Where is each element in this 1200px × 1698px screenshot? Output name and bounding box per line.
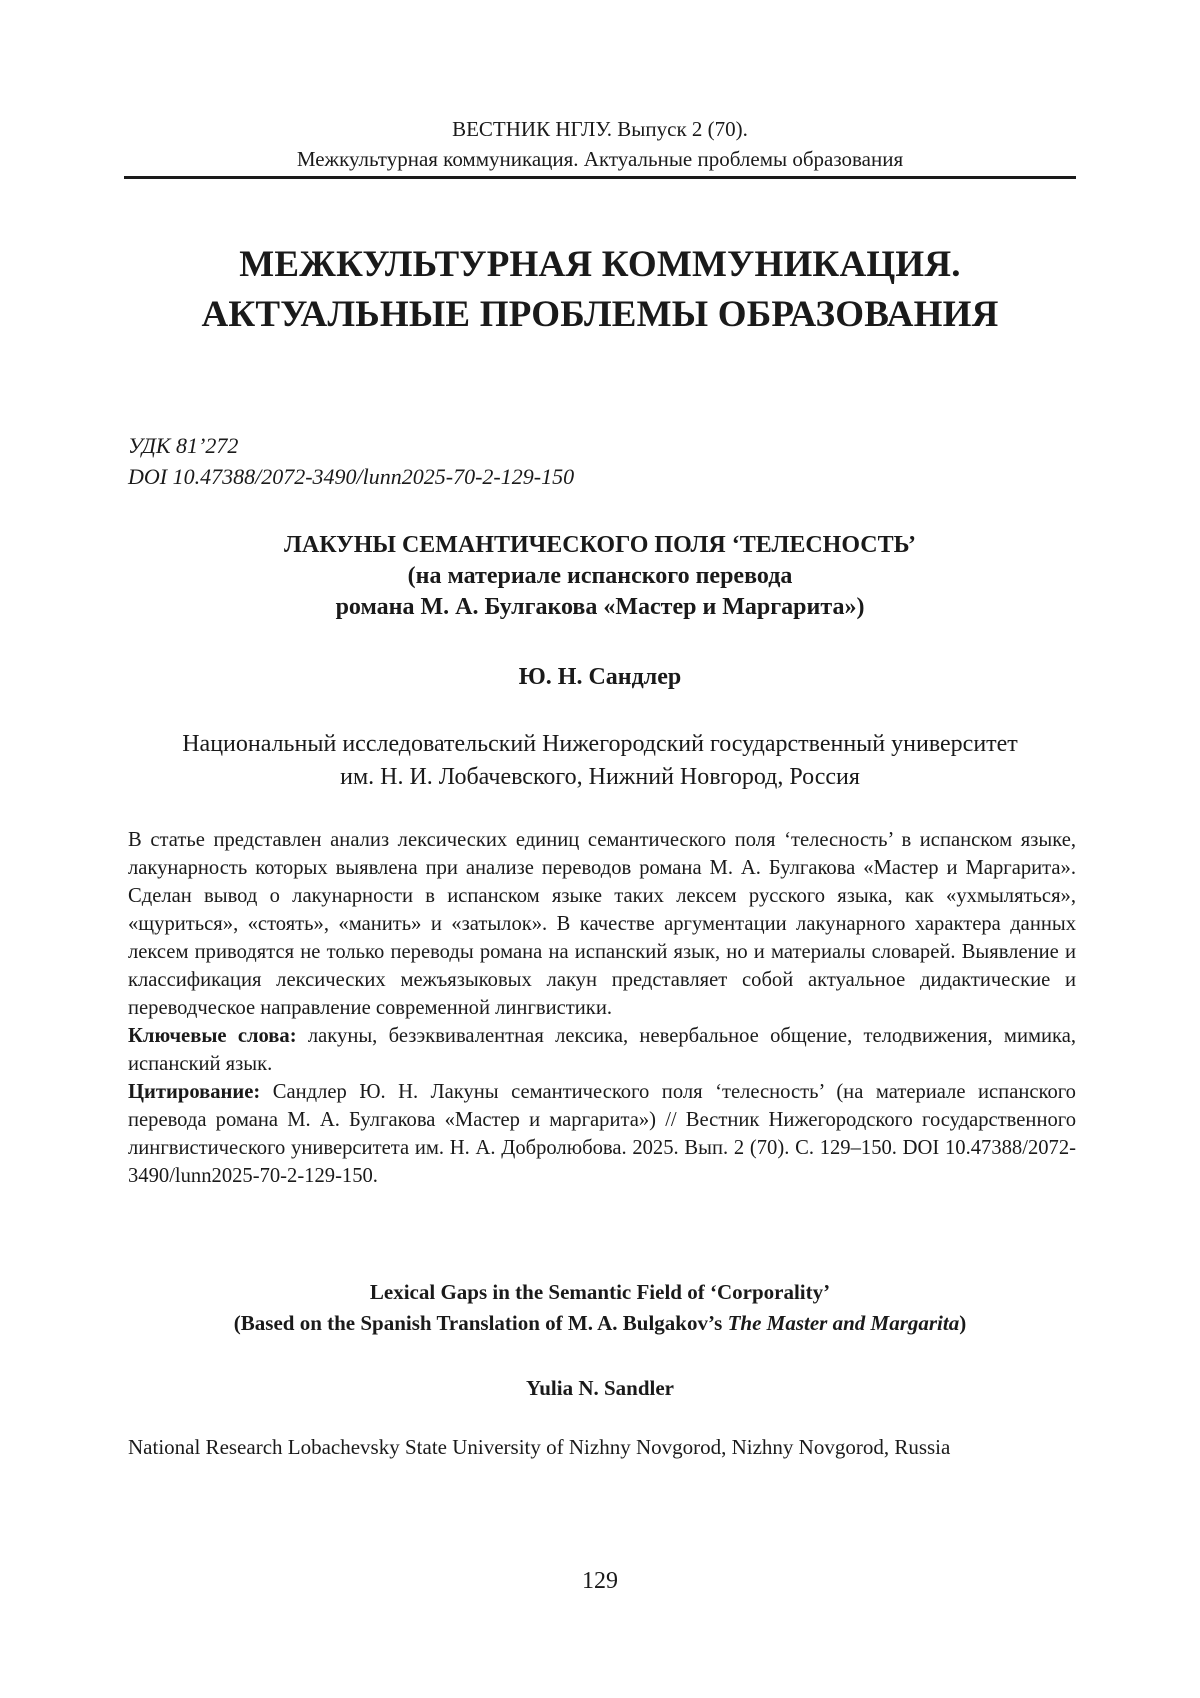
english-title-line-1: Lexical Gaps in the Semantic Field of ‘Corporality’ bbox=[369, 1280, 831, 1304]
header-rule bbox=[124, 176, 1076, 179]
english-title bbox=[124, 1277, 1076, 1339]
novel-title: The Master and Margarita bbox=[727, 1311, 960, 1335]
running-head-journal: ВЕСТНИК НГЛУ. Выпуск 2 (70). bbox=[452, 117, 748, 141]
article-title bbox=[124, 530, 1076, 623]
english-title-line-2-post: ) bbox=[959, 1311, 967, 1335]
running-head-section: Межкультурная коммуникация. Актуальные проблемы образования bbox=[296, 147, 904, 171]
section-title-line-1: МЕЖКУЛЬТУРНАЯ КОММУНИКАЦИЯ. bbox=[239, 244, 961, 285]
journal-page bbox=[124, 0, 1076, 1698]
english-author-name: Yulia N. Sandler bbox=[525, 1376, 674, 1400]
article-title-line-1: ЛАКУНЫ СЕМАНТИЧЕСКОГО ПОЛЯ ‘ТЕЛЕСНОСТЬ’ bbox=[283, 532, 916, 558]
doi: DOI 10.47388/2072-3490/lunn2025-70-2-129-150 bbox=[128, 464, 575, 489]
citation bbox=[128, 1078, 1076, 1190]
author-name: Ю. Н. Сандлер bbox=[518, 664, 682, 690]
affiliation-line-2: им. Н. И. Лобачевского, Нижний Новгород, Россия bbox=[340, 764, 860, 790]
keywords-label: Ключевые слова: bbox=[128, 1025, 297, 1047]
article-title-line-3: романа М. А. Булгакова «Мастер и Маргарита») bbox=[335, 594, 865, 620]
english-title-line-2-pre: (Based on the Spanish Translation of M. A. Bulgakov’s bbox=[233, 1311, 728, 1335]
page-number: 129 bbox=[582, 1568, 618, 1594]
section-title bbox=[124, 240, 1076, 340]
running-head bbox=[124, 114, 1076, 174]
article-title-line-2: (на материале испанского перевода bbox=[407, 563, 793, 589]
english-affiliation: National Research Lobachevsky State University of Nizhny Novgorod, Nizhny Novgorod, Russia bbox=[128, 1435, 951, 1459]
keywords bbox=[128, 1022, 1076, 1078]
abstract-text: В статье представлен анализ лексических единиц семантического поля ‘телесность’ в испанском языке, лакунарность которых выявлена при анализе переводов романа М. А. Булгакова «Мастер и Маргарита». Сделан вывод о лакунарности в испанском языке таких лексем русского языка, как «ухмыляться», «щуриться», «стоять», «манить» и «затылок». В качестве аргументации лакунарного характера данных лексем приводятся не только переводы романа на испанский язык, но и материалы словарей. Выявление и классификация лексических межъязыковых лакун представляет собой актуальное дидактические и переводческое направление современной лингвистики. bbox=[128, 829, 1076, 1019]
english-title-line-2 bbox=[124, 1308, 1076, 1339]
citation-label: Цитирование: bbox=[128, 1081, 261, 1103]
section-title-line-2: АКТУАЛЬНЫЕ ПРОБЛЕМЫ ОБРАЗОВАНИЯ bbox=[201, 294, 999, 335]
article-identifiers bbox=[128, 430, 574, 492]
keywords-text: лакуны, безэквивалентная лексика, невербальное общение, телодвижения, мимика, испанский язык. bbox=[128, 1025, 1076, 1075]
abstract bbox=[128, 826, 1076, 1190]
udc-code: УДК 81’272 bbox=[128, 433, 239, 458]
affiliation-line-1: Национальный исследовательский Нижегородский государственный университет bbox=[182, 731, 1018, 757]
citation-text: Сандлер Ю. Н. Лакуны семантического поля ‘телесность’ (на материале испанского перевода романа М. А. Булгакова «Мастер и маргарита») // Вестник Нижегородского государственного лингвистического университета им. Н. А. Добролюбова. 2025. Вып. 2 (70). С. 129–150. DOI 10.47388/2072-3490/lunn2025-70-2-129-150. bbox=[128, 1081, 1076, 1187]
author-affiliation bbox=[124, 728, 1076, 794]
